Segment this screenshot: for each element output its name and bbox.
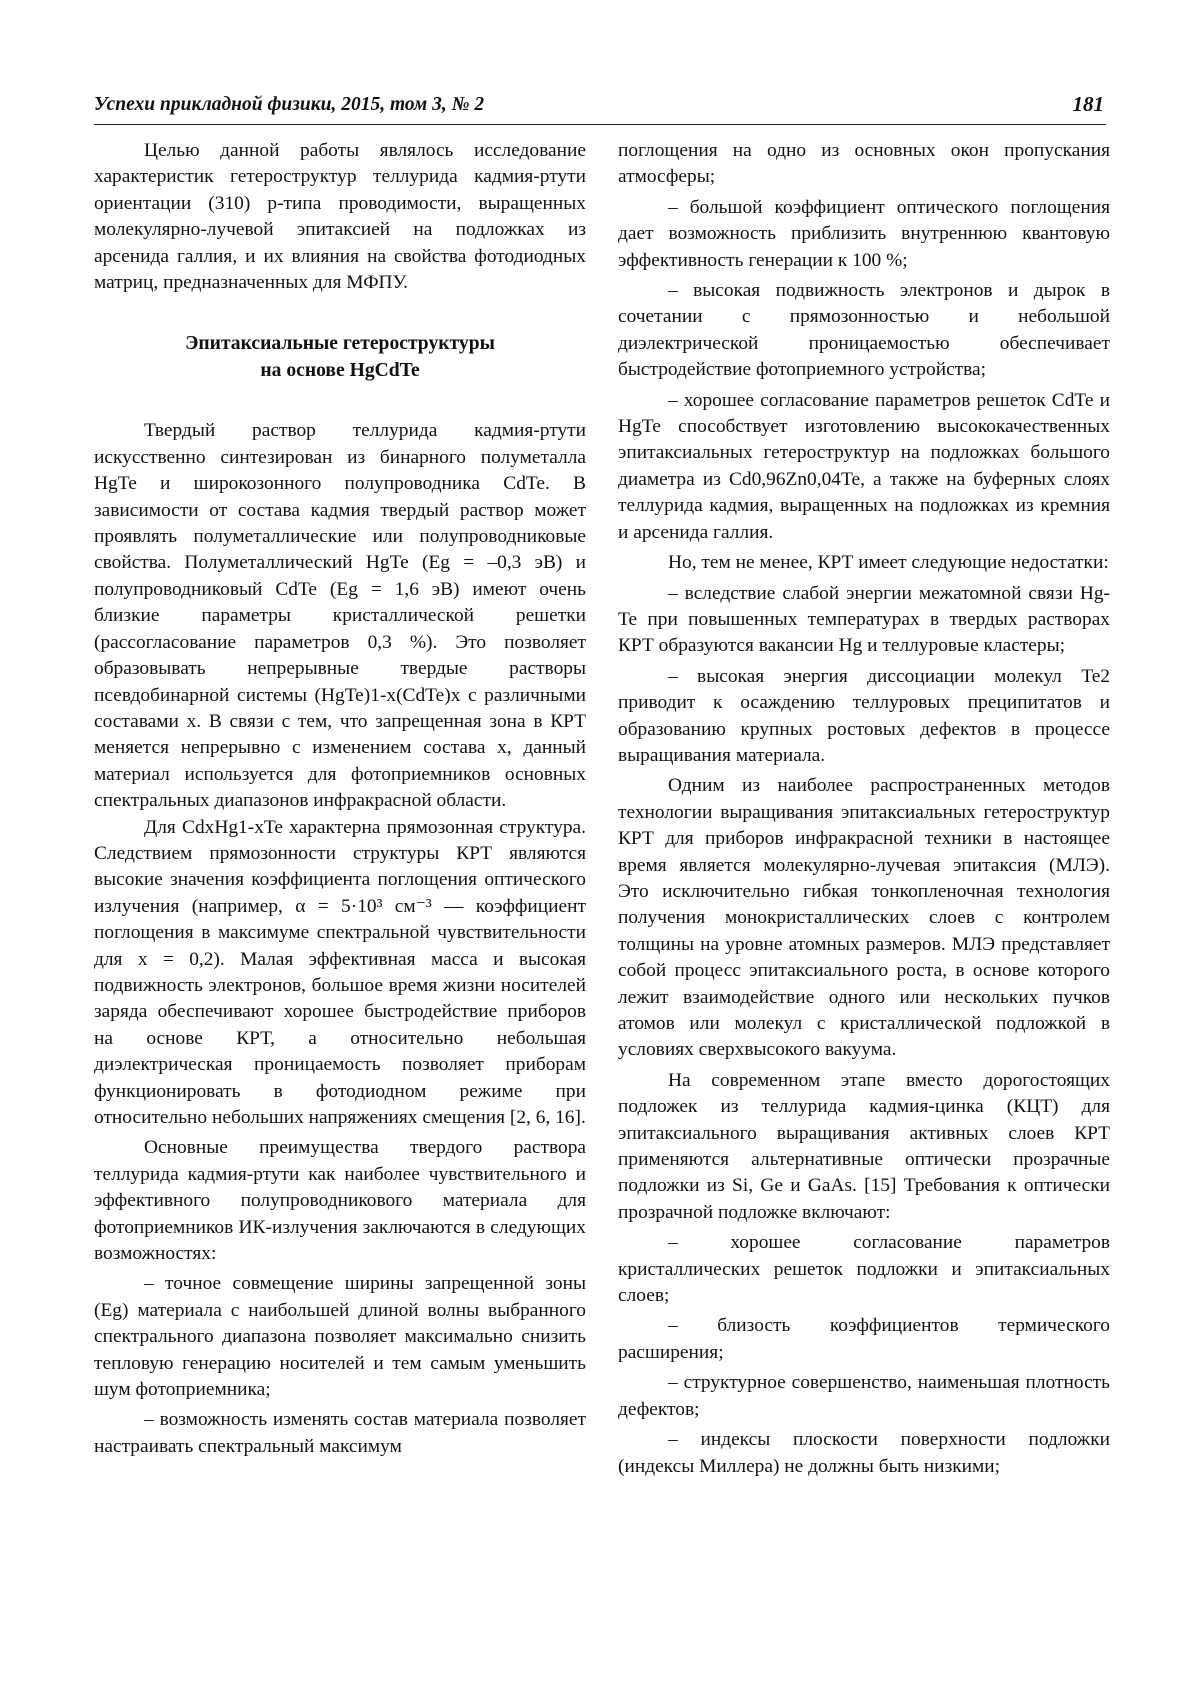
paragraph-solid-solution: Твердый раствор теллурида кадмия-ртути искусственно синтезирован из бинарного полуметалла HgTe и широкозонного полупроводника CdTe. В зависимости от состава кадмия твердый раствор может проявлять полуметаллические или полупроводниковые свойства. Полуметаллический HgTe (Eg = –0,3 эВ) и полупроводниковый CdTe (Eg = 1,6 эВ) имеют очень близкие параметры кристаллической решетки (рассогласование параметров 0,3 %). Это позволяет образовывать непрерывные твердые растворы псевдобинарной системы (HgTe)1-x(CdTe)x с различными составами x. В связи с тем, что запрещенная зона в КРТ меняется непрерывно с изменением состава x, данный материал используется для фотоприемников основных спектральных диапазонов инфракрасной области.	[94, 420, 586, 812]
list-item: – возможность изменять состав материала позволяет настраивать спектральный максимум	[94, 1409, 586, 1457]
list-item: – вследствие слабой энергии межатомной связи Hg-Te при повышенных температурах в твердых растворах КРТ образуются вакансии Hg и теллуровые кластеры;	[618, 582, 1110, 657]
list-item: – точное совмещение ширины запрещенной зоны (Eg) материала с наибольшей длиной волны выбранного спектрального диапазона позволяет максимально снизить тепловую генерацию носителей и тем самым уменьшить шум фотоприемника;	[94, 1273, 586, 1401]
paragraph-drawbacks: Но, тем не менее, КРТ имеет следующие недостатки:	[668, 552, 1109, 574]
right-column	[618, 138, 1110, 1480]
list-item: – индексы плоскости поверхности подложки (индексы Миллера) не должны быть низкими;	[618, 1429, 1110, 1477]
paragraph-mbe: Одним из наиболее распространенных методов технологии выращивания эпитаксиальных гетероструктур КРТ для приборов инфракрасной техники в настоящее время является молекулярно-лучевая эпитаксия (МЛЭ). Это исключительно гибкая тонкопленочная технология получения монокристаллических слоев с контролем толщины на уровне атомных размеров. МЛЭ представляет собой процесс эпитаксиального роста, в основе которого лежит взаимодействие одного или нескольких пучков атомов или молекул с кристаллической подложкой в условиях сверхвысокого вакуума.	[618, 775, 1110, 1061]
list-item: – хорошее согласование параметров решеток CdTe и HgTe способствует изготовлению высококачественных эпитаксиальных гетероструктур на подложках большого диаметра из Cd0,96Zn0,04Te, а также на буферных слоях теллурида кадмия, выращенных на подложках из кремния и арсенида галлия.	[618, 389, 1110, 543]
list-item: – высокая подвижность электронов и дырок в сочетании с прямозонностью и небольшой диэлектрической проницаемостью обеспечивает быстродействие фотоприемного устройства;	[618, 280, 1110, 381]
list-item: – большой коэффициент оптического поглощения дает возможность приблизить внутреннюю квантовую эффективность генерации к 100 %;	[618, 196, 1110, 271]
list-item: – структурное совершенство, наименьшая плотность дефектов;	[618, 1372, 1110, 1420]
paragraph-direct-gap: Для CdxHg1-xTe характерна прямозонная структура. Следствием прямозонности структуры КРТ являются высокие значения коэффициента поглощения оптического излучения (например, α = 5·10³ см⁻³ — коэффициент поглощения в максимуме спектральной чувствительности для x = 0,2). Малая эффективная масса и высокая подвижность электронов, большое время жизни носителей заряда обеспечивают хорошее быстродействие приборов на основе КРТ, а относительно небольшая диэлектрическая проницаемость позволяет приборам функционировать в фотодиодном режиме при относительно небольших напряжениях смещения [2, 6, 16].	[94, 816, 586, 1128]
paragraph-advantages: Основные преимущества твердого раствора теллурида кадмия-ртути как наиболее чувствительного и эффективного полупроводникового материала для фотоприемников ИК-излучения заключаются в следующих возможностях:	[94, 1137, 586, 1265]
list-item: – близость коэффициентов термического расширения;	[618, 1315, 1110, 1363]
page-number: 181	[1072, 92, 1104, 116]
journal-title: Успехи прикладной физики, 2015, том 3, № 2	[94, 94, 485, 115]
list-item: – хорошее согласование параметров кристаллических решеток подложки и эпитаксиальных слоев;	[618, 1232, 1110, 1307]
left-column	[94, 138, 586, 1460]
intro-paragraph: Целью данной работы являлось исследование характеристик гетероструктур теллурида кадмия-ртути ориентации (310) p-типа проводимости, выращенных молекулярно-лучевой эпитаксией на подложках из арсенида галлия, и их влияния на свойства фотодиодных матриц, предназначенных для МФПУ.	[94, 140, 586, 294]
list-item: – высокая энергия диссоциации молекул Te2 приводит к осаждению теллуровых преципитатов и образованию крупных ростовых дефектов в процессе выращивания материала.	[618, 665, 1110, 766]
paragraph-substrates: На современном этапе вместо дорогостоящих подложек из теллурида кадмия-цинка (КЦТ) для эпитаксиального выращивания активных слоев КРТ применяются альтернативные оптически прозрачные подложки из Si, Ge и GaAs. [15] Требования к оптически прозрачной подложке включают:	[618, 1069, 1110, 1223]
section-heading-line-1: Эпитаксиальные гетероструктуры	[185, 333, 495, 355]
section-heading-line-2: на основе HgCdTe	[260, 360, 420, 382]
running-header	[94, 92, 1104, 122]
header-rule	[94, 124, 1106, 125]
section-heading	[94, 330, 586, 384]
list-item-continuation: поглощения на одно из основных окон пропускания атмосферы;	[618, 140, 1110, 188]
